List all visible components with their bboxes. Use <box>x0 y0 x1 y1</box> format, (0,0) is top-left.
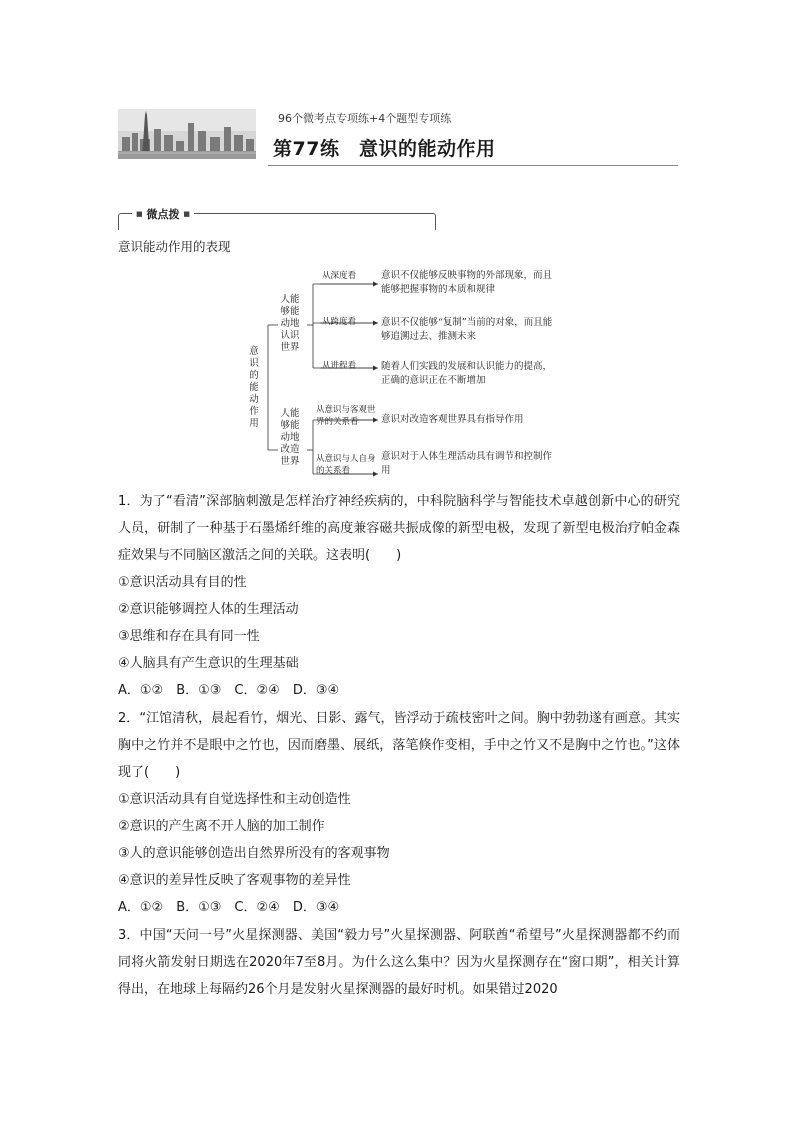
diagram-label-objective-world: 从意识与客观世界的关系看 <box>316 405 376 427</box>
diagram-label-process: 从进程看 <box>322 361 357 371</box>
concept-diagram <box>240 260 570 490</box>
diagram-label-depth: 从深度看 <box>322 271 357 281</box>
question-1-option-3: ③思维和存在具有同一性 <box>118 629 260 644</box>
question-1-option-4: ④人脑具有产生意识的生理基础 <box>118 656 299 671</box>
diagram-branch-cognize: 人能够能动地认识世界 <box>280 294 300 353</box>
header-cityscape-image <box>118 109 256 159</box>
square-bullet-icon: ■ <box>136 210 143 218</box>
page-title: 第77练 意识的能动作用 <box>273 138 496 160</box>
diagram-label-self: 从意识与人自身的关系看 <box>316 454 376 476</box>
diagram-text-span: 意识不仅能够“复制”当前的对象，而且能够追溯过去、推测未来 <box>381 317 553 342</box>
question-2-answers: A．①② B．①③ C．②④ D．③④ <box>118 900 340 915</box>
question-2-option-2: ②意识的产生离不开人脑的加工制作 <box>118 819 325 834</box>
diagram-label-span: 从跨度看 <box>322 317 357 327</box>
question-1-option-1: ①意识活动具有目的性 <box>118 575 247 590</box>
tip-tag <box>132 206 194 222</box>
question-1-answers: A．①② B．①③ C．②④ D．③④ <box>118 683 340 698</box>
question-1-stem: 1．为了“看清”深部脑刺激是怎样治疗神经疾病的，中科院脑科学与智能技术卓越创新中心的研究人员，研制了一种基于石墨烯纤维的高度兼容磁共振成像的新型电极，发现了新型电极治疗帕金森症效果与不同脑区激活之间的关联。这表明( ) <box>118 494 680 563</box>
question-1-option-2: ②意识能够调控人体的生理活动 <box>118 602 299 617</box>
diagram-text-depth: 意识不仅能够反映事物的外部现象，而且能够把握事物的本质和规律 <box>381 270 553 295</box>
tip-tag-label: 微点拨 <box>146 208 180 221</box>
question-3-stem: 3．中国“天问一号”火星探测器、美国“毅力号”火星探测器、阿联酋“希望号”火星探测器都不约而同将火箭发射日期选在2020年7至8月。为什么这么集中？因为火星探测存在“窗口期”，相关计算得出，在地球上每隔约26个月是发射火星探测器的最好时机。如果错过2020 <box>118 928 680 997</box>
section-heading: 意识能动作用的表现 <box>118 239 231 254</box>
diagram-text-regulation: 意识对于人体生理活动具有调节和控制作用 <box>381 451 553 476</box>
question-2-option-1: ①意识活动具有自觉选择性和主动创造性 <box>118 792 351 807</box>
diagram-text-guidance: 意识对改造客观世界具有指导作用 <box>381 414 524 425</box>
square-bullet-icon: ■ <box>183 210 190 218</box>
question-2-stem: 2．“江馆清秋，晨起看竹，烟光、日影、露气，皆浮动于疏枝密叶之间。胸中勃勃遂有画意。其实胸中之竹并不是眼中之竹也，因而磨墨、展纸，落笔倏作变相，手中之竹又不是胸中之竹也。”这体现了( ) <box>118 711 680 780</box>
series-caption: 96个微考点专项练+4个题型专项练 <box>278 112 452 125</box>
question-2-option-3: ③人的意识能够创造出自然界所没有的客观事物 <box>118 846 390 861</box>
diagram-root: 意识的能动作用 <box>249 346 259 429</box>
diagram-branch-transform: 人能够能动地改造世界 <box>280 408 300 467</box>
diagram-text-process: 随着人们实践的发展和认识能力的提高，正确的意识正在不断增加 <box>381 361 553 386</box>
header-divider <box>268 165 678 166</box>
question-2-option-4: ④意识的差异性反映了客观事物的差异性 <box>118 873 351 888</box>
